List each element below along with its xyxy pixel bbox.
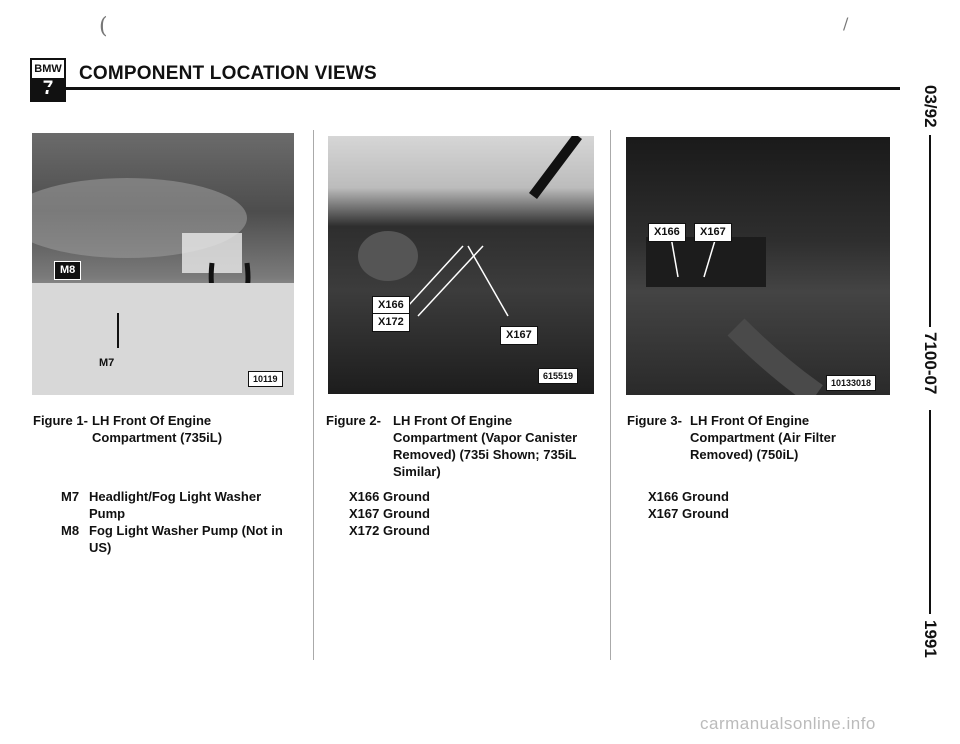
figure-1-photo bbox=[32, 133, 294, 395]
figure-2-legend bbox=[349, 488, 549, 539]
header-rule bbox=[30, 87, 900, 90]
photo-number: 615519 bbox=[538, 368, 578, 384]
legend-code: M7 bbox=[61, 489, 80, 504]
side-rule bbox=[929, 135, 931, 327]
legend-code: X167 bbox=[349, 506, 380, 521]
caption-line: Compartment (735iL) bbox=[92, 430, 223, 445]
side-date: 03/92 bbox=[921, 85, 940, 128]
photo-number: 10119 bbox=[248, 371, 283, 387]
figure-label: Figure 3- bbox=[627, 413, 682, 428]
tag-x167: X167 bbox=[500, 326, 538, 345]
caption-line: Compartment (Air Filter bbox=[690, 430, 836, 445]
caption-line: Compartment (Vapor Canister bbox=[393, 430, 578, 445]
legend-item bbox=[648, 505, 848, 522]
figure-label: Figure 2- bbox=[326, 413, 381, 428]
legend-text: Ground bbox=[383, 506, 430, 521]
figure-2-photo-art bbox=[328, 136, 594, 394]
legend-item bbox=[648, 488, 848, 505]
legend-code: X166 bbox=[648, 489, 679, 504]
tag-x166: X166 bbox=[372, 296, 410, 315]
legend-code: X172 bbox=[349, 523, 380, 538]
legend-text: Ground bbox=[383, 523, 430, 538]
legend-item bbox=[349, 522, 549, 539]
tag-m7: M7 bbox=[99, 357, 115, 369]
legend-text: US) bbox=[89, 540, 112, 555]
caption-line: LH Front Of Engine bbox=[690, 413, 810, 428]
watermark: carmanualsonline.info bbox=[700, 714, 876, 733]
legend-text: Ground bbox=[383, 489, 430, 504]
photo-number: 10133018 bbox=[826, 375, 876, 391]
tag-x172: X172 bbox=[372, 313, 410, 332]
legend-item bbox=[61, 488, 301, 521]
bmw-logo-icon bbox=[30, 58, 66, 102]
tag-x166: X166 bbox=[648, 223, 686, 242]
caption-line: Removed) (735i Shown; 735iL bbox=[393, 447, 577, 462]
legend-code: X166 bbox=[349, 489, 380, 504]
legend-text: Headlight/Fog Light Washer bbox=[89, 489, 262, 504]
legend-text: Pump bbox=[89, 506, 126, 521]
figure-3-caption bbox=[627, 412, 897, 462]
caption-line: LH Front Of Engine bbox=[393, 413, 513, 428]
side-year: 1991 bbox=[921, 620, 940, 658]
figure-1-legend bbox=[61, 488, 301, 555]
legend-text: Ground bbox=[682, 489, 729, 504]
tag-m8: M8 bbox=[54, 261, 81, 280]
figure-1-caption bbox=[33, 412, 303, 445]
caption-line: LH Front Of Engine bbox=[92, 413, 212, 428]
scan-mark: / bbox=[843, 14, 849, 33]
figure-label: Figure 1- bbox=[33, 413, 88, 428]
column-divider bbox=[313, 130, 314, 660]
legend-code: X167 bbox=[648, 506, 679, 521]
side-code: 7100-07 bbox=[921, 332, 940, 395]
legend-item bbox=[61, 522, 301, 555]
column-divider bbox=[610, 130, 611, 660]
legend-text: Fog Light Washer Pump (Not in bbox=[89, 523, 283, 538]
side-rule bbox=[929, 410, 931, 614]
page-title: COMPONENT LOCATION VIEWS bbox=[79, 63, 377, 84]
logo-brand: BMW bbox=[32, 60, 64, 78]
figure-3-photo-art bbox=[626, 137, 890, 395]
figure-2-caption bbox=[326, 412, 606, 479]
legend-item bbox=[349, 488, 549, 505]
figure-3-legend bbox=[648, 488, 848, 522]
caption-line: Removed) (750iL) bbox=[690, 447, 799, 462]
legend-code: M8 bbox=[61, 523, 80, 538]
legend-item bbox=[349, 505, 549, 522]
legend-text: Ground bbox=[682, 506, 729, 521]
caption-line: Similar) bbox=[393, 464, 441, 479]
figure-3-photo bbox=[626, 137, 890, 395]
figure-2-photo bbox=[328, 136, 594, 394]
tag-x167: X167 bbox=[694, 223, 732, 242]
scan-mark: ( bbox=[99, 14, 108, 39]
